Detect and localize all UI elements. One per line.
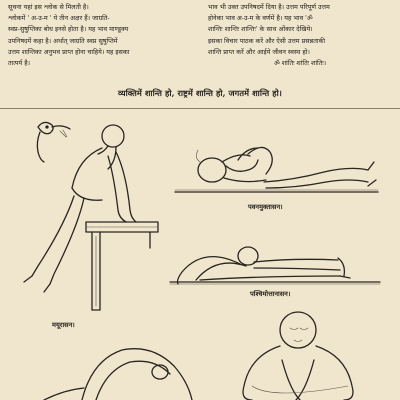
text-line: श्लोकमें ' अ-उ-म ' ये तीन अक्षर हैं। जाग्रति-	[8, 14, 110, 23]
caption-pawanmuktasan: पवनमुक्तासन।	[248, 203, 283, 211]
text-line: सूचना यहां इस श्लोक से मिलती है।	[8, 3, 89, 11]
text-line: तात्पर्य है।	[8, 59, 31, 68]
pawanmuktasan-figure	[175, 147, 378, 192]
text-line: होनेका भाव अ-उ-म के वर्णमें है। यह भाव 'ॐ	[208, 14, 313, 23]
text-line: भाव भी उक्त उपनिषदमें दिया है। उत्तम परिपूर्ण उत्तम	[208, 3, 330, 11]
text-line: इसका विचार पाठक करें और ऐसी उत्तम प्रसन्नताकी	[208, 36, 326, 45]
text-line: स्वप्न-सुषुप्तिका बोध इनसे होता है। यह भाव माण्डूक्य	[8, 25, 129, 34]
bird-illustration	[37, 122, 70, 162]
paschimottanasan-figure	[170, 247, 380, 284]
text-line: शान्तिः शान्तिः शान्तिः' के साथ ओंकार देखिये।	[208, 25, 313, 34]
closing-mantra: ॐ शांतिः शांतिः शांतिः।	[273, 59, 327, 68]
mayurasan-figure	[24, 125, 158, 310]
bending-figure	[44, 349, 192, 400]
seated-figure	[243, 312, 353, 400]
peace-motto-heading: व्यक्तिमें शान्ति हो, राष्ट्रमें शान्ति हो, जगतमें शान्ति हो।	[117, 88, 283, 98]
text-line: उत्तम शान्तिका अनुभव प्राप्त होना चाहिये। यह इसका	[8, 47, 130, 56]
text-line: उपनिषदमें कहा है। अर्थात् जाग्रति स्वप्न सुषुप्तिमें	[8, 36, 118, 45]
caption-paschimottanasan: पश्चिमोत्तानासन।	[250, 290, 291, 298]
text-line: शान्ति प्राप्त करें और आईये जीवन स्वस्थ हो।	[208, 47, 310, 56]
caption-mayurasan: मयूरासन।	[52, 321, 75, 329]
